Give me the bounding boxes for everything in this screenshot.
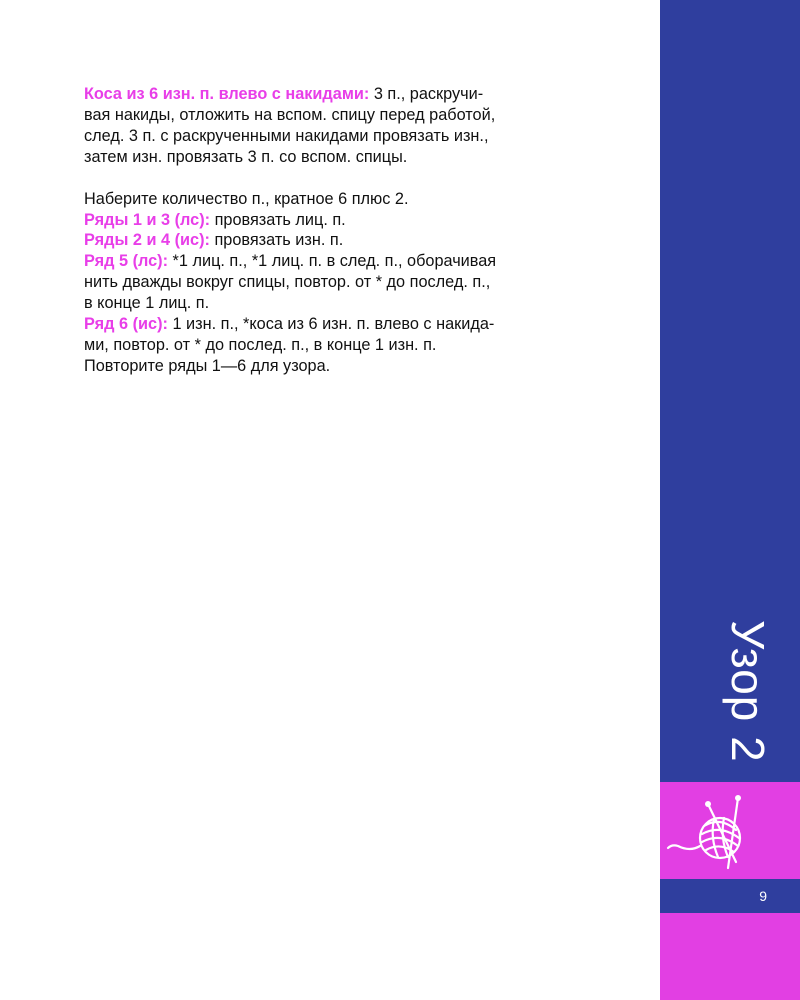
page-number: 9 bbox=[759, 888, 767, 904]
row-label: Ряды 1 и 3 (лс): bbox=[84, 210, 211, 229]
cable-definition bbox=[84, 84, 629, 168]
row-instruction bbox=[84, 210, 629, 231]
instructions-text bbox=[84, 84, 629, 377]
row-label: Ряд 5 (лс): bbox=[84, 252, 169, 271]
row-label: Ряд 6 (ис): bbox=[84, 315, 168, 334]
row-text: провязать изн. п. bbox=[209, 231, 344, 250]
row-text: провязать лиц. п. bbox=[210, 210, 346, 229]
row-instruction bbox=[84, 314, 629, 356]
cable-definition-text: 3 п., раскручи- вая накиды, отложить на вспом. спицу перед работой, след. 3 п. с раскрученными накидами провязать изн., затем изн. провязать 3 п. со вспом. спицы. bbox=[84, 85, 496, 166]
row-label: Ряды 2 и 4 (ис): bbox=[84, 231, 210, 250]
row-text: *1 лиц. п., *1 лиц. п. в след. п., оборачивая нить дважды вокруг спицы, повтор. от * до послед. п., в конце 1 лиц. п. bbox=[84, 252, 497, 313]
cast-on-text: Наберите количество п., кратное 6 плюс 2. bbox=[84, 189, 409, 208]
paragraph-gap bbox=[84, 168, 629, 189]
yarn-ball-with-needles-icon bbox=[664, 786, 754, 876]
cable-definition-label: Коса из 6 изн. п. влево с накидами: bbox=[84, 85, 370, 103]
row-instruction bbox=[84, 230, 629, 251]
logo-box bbox=[660, 782, 800, 879]
sidebar bbox=[660, 0, 800, 1000]
section-title-area bbox=[660, 0, 800, 780]
bottom-accent-block bbox=[660, 913, 800, 1000]
row-text: 1 изн. п., *коса из 6 изн. п. влево с накида- ми, повтор. от * до послед. п., в конце 1 изн. п. bbox=[84, 315, 495, 354]
repeat-text: Повторите ряды 1—6 для узора. bbox=[84, 356, 331, 375]
row-instruction bbox=[84, 251, 629, 314]
section-title: Узор 2 bbox=[722, 620, 774, 763]
